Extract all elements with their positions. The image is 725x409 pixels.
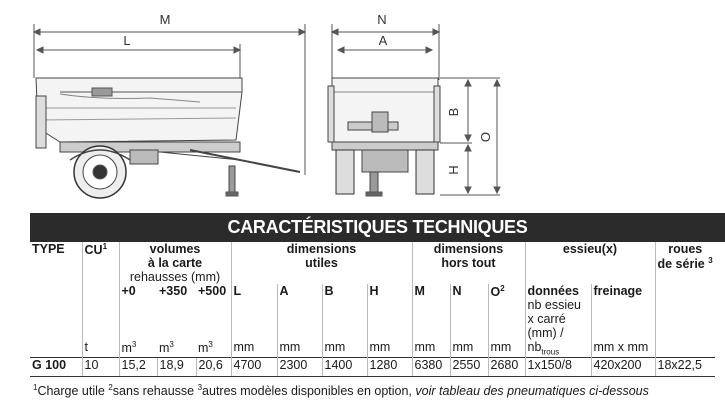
- header-dims-hors-tout: dimensions hors tout: [412, 242, 525, 284]
- unit-t: t: [82, 340, 119, 357]
- hors-col-n: N: [450, 284, 488, 340]
- unit-mm: mm: [450, 340, 488, 357]
- front-view: [328, 78, 440, 196]
- dim-col-h: H: [367, 284, 412, 340]
- footnote: $^1$Charge utile $^2$sans rehausse $^3$autres modèles disponibles en option, voir tableau des pneumatiques ci-dessous: [33, 383, 649, 399]
- unit-m3-c: $m^3$: [198, 340, 213, 356]
- vol-col-0: +0: [119, 284, 157, 340]
- header-roues: roues de série $^3$: [655, 242, 715, 284]
- essieu-freinage: freinage: [591, 284, 655, 340]
- cell-roues: 18x22,5: [655, 357, 715, 376]
- unit-mm: mm: [367, 340, 412, 357]
- dim-label-a: A: [378, 33, 388, 48]
- hors-col-o: $O^2$: [488, 284, 525, 340]
- vol-col-500: +500: [198, 284, 227, 298]
- unit-mm: mm: [412, 340, 450, 357]
- spec-banner: CARACTÉRISTIQUES TECHNIQUES: [30, 213, 725, 242]
- cell-o: 2680: [488, 357, 525, 376]
- dim-label-m: M: [159, 12, 171, 27]
- dim-label-n: N: [377, 12, 387, 27]
- cell-b: 1400: [322, 357, 367, 376]
- header-cu: $CU^1$: [82, 242, 119, 284]
- unit-mm: mm: [277, 340, 322, 357]
- hors-col-m: M: [412, 284, 450, 340]
- essieu-donnees: données nb essieu x carré (mm) /: [525, 284, 591, 340]
- unit-m3-b: $m^3$: [159, 340, 174, 356]
- cell-v350: 18,9: [157, 357, 196, 376]
- dim-label-b: B: [446, 107, 461, 117]
- cell-v500: 20,6: [196, 357, 231, 376]
- unit-nb-trous: $nb_{trous}$: [525, 340, 591, 357]
- table-row: [30, 357, 715, 376]
- unit-mm: mm: [488, 340, 525, 357]
- dim-col-l: L: [231, 284, 277, 340]
- cell-type: G 100: [30, 357, 82, 376]
- unit-mm: mm: [322, 340, 367, 357]
- unit-mm: mm: [231, 340, 277, 357]
- unit-m3-a: $m^3$: [119, 340, 157, 357]
- spec-table: [30, 242, 715, 377]
- cell-n: 2550: [450, 357, 488, 376]
- side-view: [36, 78, 300, 198]
- cell-a: 2300: [277, 357, 322, 376]
- cell-freinage: 420x200: [591, 357, 655, 376]
- cell-h: 1280: [367, 357, 412, 376]
- header-volumes: volumes à la carte rehausses (mm): [119, 242, 231, 284]
- cell-essieu: 1x150/8: [525, 357, 591, 376]
- header-type: TYPE: [32, 242, 65, 256]
- dim-col-b: B: [322, 284, 367, 340]
- vol-col-350: +350: [159, 284, 188, 298]
- cell-v0: 15,2: [119, 357, 157, 376]
- dim-col-a: A: [277, 284, 322, 340]
- dim-label-l: L: [123, 33, 131, 48]
- cell-l: 4700: [231, 357, 277, 376]
- dim-label-h: H: [446, 165, 461, 175]
- dim-label-o: O: [478, 131, 493, 143]
- cell-m: 6380: [412, 357, 450, 376]
- unit-mm-x-mm: mm x mm: [591, 340, 655, 357]
- header-essieu: essieu(x): [525, 242, 655, 284]
- header-dims-utiles: dimensions utiles: [231, 242, 412, 284]
- cell-cu: 10: [82, 357, 119, 376]
